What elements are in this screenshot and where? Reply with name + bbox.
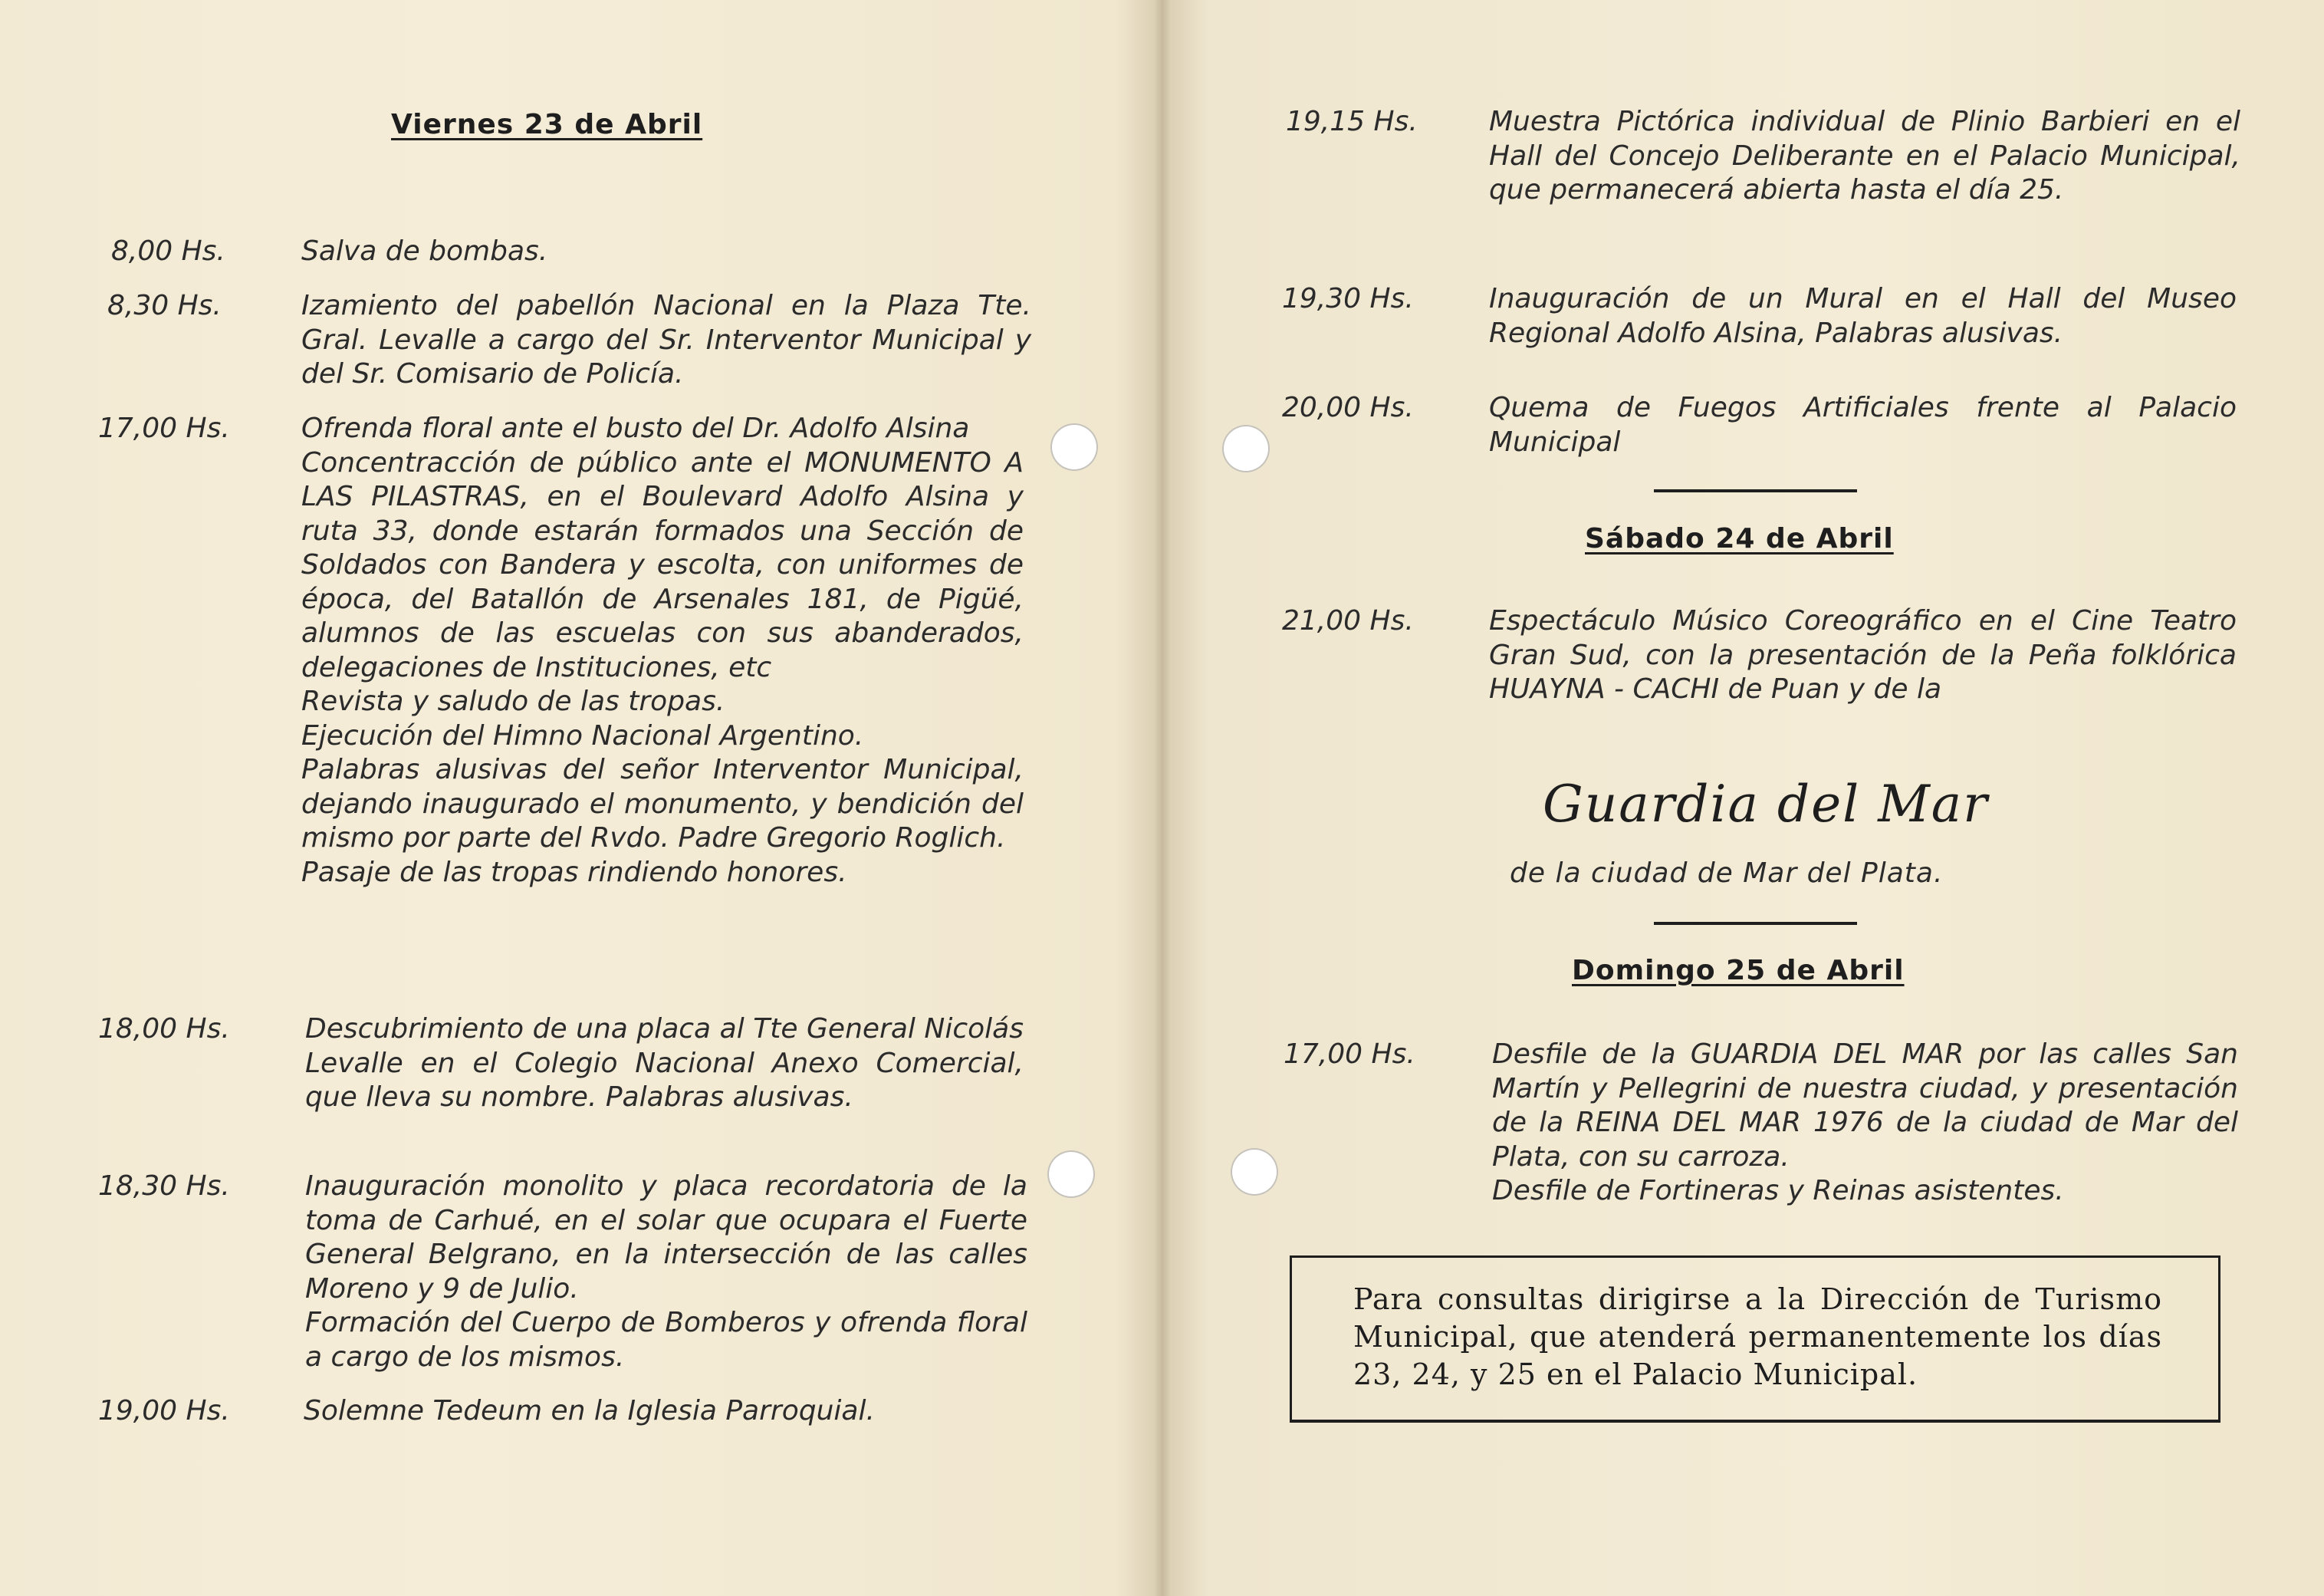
entry-line: Solemne Tedeum en la Iglesia Parroquial. [304, 1395, 875, 1427]
entry-line: Inauguración monolito y placa recordatoria de la toma de Carhué, en el solar que ocupara el Fuerte General Belgrano, en la intersección de las calles Moreno y 9 de Julio. [305, 1170, 1027, 1305]
entry-line: Concentracción de público ante el MONUMENTO A LAS PILASTRAS, en el Boulevard Adolfo Alsina y ruta 33, donde estarán formados una Sección de Soldados con Bandera y escolta, con uniformes de época, del Batallón de Arsenales 181, de Pigüé, alumnos de las escuelas con sus abanderados, delegaciones de Instituciones, etc [301, 446, 1024, 683]
entry-line: Formación del Cuerpo de Bomberos y ofrenda floral a cargo de los mismos. [305, 1307, 1027, 1373]
right-page [1171, 0, 2324, 1596]
entry-line: Desfile de la GUARDIA DEL MAR por las calles San Martín y Pellegrini de nuestra ciudad, y presentación de la REINA DEL MAR 1976 de la ciudad de Mar del Plata, con su carroza. [1492, 1038, 2238, 1173]
entry-line: Inauguración de un Mural en el Hall del Museo Regional Adolfo Alsina, Palabras alusivas. [1489, 283, 2237, 349]
entry-line: Izamiento del pabellón Nacional en la Plaza Tte. Gral. Levalle a cargo del Sr. Interventor Municipal y del Sr. Comisario de Policía. [301, 290, 1031, 390]
entry-line: Muestra Pictórica individual de Plinio Barbieri en el Hall del Concejo Deliberante en el Palacio Municipal, que permanecerá abierta hasta el día 25. [1489, 106, 2240, 206]
entry-text [1492, 1038, 2238, 1209]
entry-time: 18,30 Hs. [98, 1170, 230, 1202]
guardia-del-mar-subtitle: de la ciudad de Mar del Plata. [1510, 857, 1944, 889]
inquiry-notice-box [1290, 1255, 2220, 1423]
entry-line: Quema de Fuegos Artificiales frente al Palacio Municipal [1489, 392, 2237, 458]
entry-text [301, 235, 1031, 269]
entry-time: 20,00 Hs. [1282, 392, 1414, 423]
entry-time: 18,00 Hs. [98, 1013, 230, 1045]
entry-line: Descubrimiento de una placa al Tte General Nicolás Levalle en el Colegio Nacional Anexo Comercial, que lleva su nombre. Palabras alusivas. [305, 1013, 1024, 1113]
inquiry-notice-text: Para consultas dirigirse a la Dirección de Turismo Municipal, que atenderá permanentemente los días 23, 24, y 25 en el Palacio Municipal. [1353, 1282, 2162, 1391]
entry-text [301, 289, 1031, 392]
heading-saturday: Sábado 24 de Abril [1585, 523, 1894, 554]
entry-text [305, 1170, 1027, 1374]
entry-time: 8,30 Hs. [107, 290, 222, 321]
heading-friday: Viernes 23 de Abril [391, 109, 703, 140]
entry-text [1489, 391, 2237, 459]
entry-line: Ejecución del Himno Nacional Argentino. [301, 719, 864, 752]
entry-text [301, 412, 1024, 890]
entry-time: 17,00 Hs. [98, 413, 230, 444]
entry-line: Ofrenda floral ante el busto del Dr. Adolfo Alsina [301, 413, 970, 444]
entry-text [1489, 604, 2237, 707]
entry-line: Palabras alusivas del señor Interventor Municipal, dejando inaugurado el monumento, y bendición del mismo por parte del Rvdo. Padre Gregorio Roglich. [301, 754, 1024, 854]
heading-sunday: Domingo 25 de Abril [1572, 955, 1905, 986]
entry-line: Espectáculo Músico Coreográfico en el Cine Teatro Gran Sud, con la presentación de la Peña folklórica HUAYNA - CACHI de Puan y de la [1489, 605, 2237, 705]
entry-time: 19,00 Hs. [98, 1395, 230, 1427]
entry-time: 21,00 Hs. [1282, 605, 1414, 637]
entry-time: 8,00 Hs. [111, 235, 225, 267]
center-fold [1154, 0, 1171, 1596]
entry-line: Desfile de Fortineras y Reinas asistentes. [1492, 1175, 2064, 1206]
entry-line: Pasaje de las tropas rindiendo honores. [301, 856, 847, 888]
divider-rule [1654, 489, 1857, 492]
entry-text [305, 1012, 1024, 1115]
entry-time: 17,00 Hs. [1284, 1038, 1415, 1070]
entry-text [304, 1394, 1026, 1429]
entry-line: Revista y saludo de las tropas. [301, 686, 725, 717]
left-page [0, 0, 1154, 1596]
entry-text [1489, 105, 2240, 208]
divider-rule [1654, 922, 1857, 925]
entry-time: 19,30 Hs. [1282, 283, 1414, 314]
entry-text [1489, 282, 2237, 350]
guardia-del-mar-title: Guardia del Mar [1543, 775, 1989, 834]
entry-line: Salva de bombas. [301, 235, 548, 267]
entry-time: 19,15 Hs. [1286, 106, 1418, 137]
